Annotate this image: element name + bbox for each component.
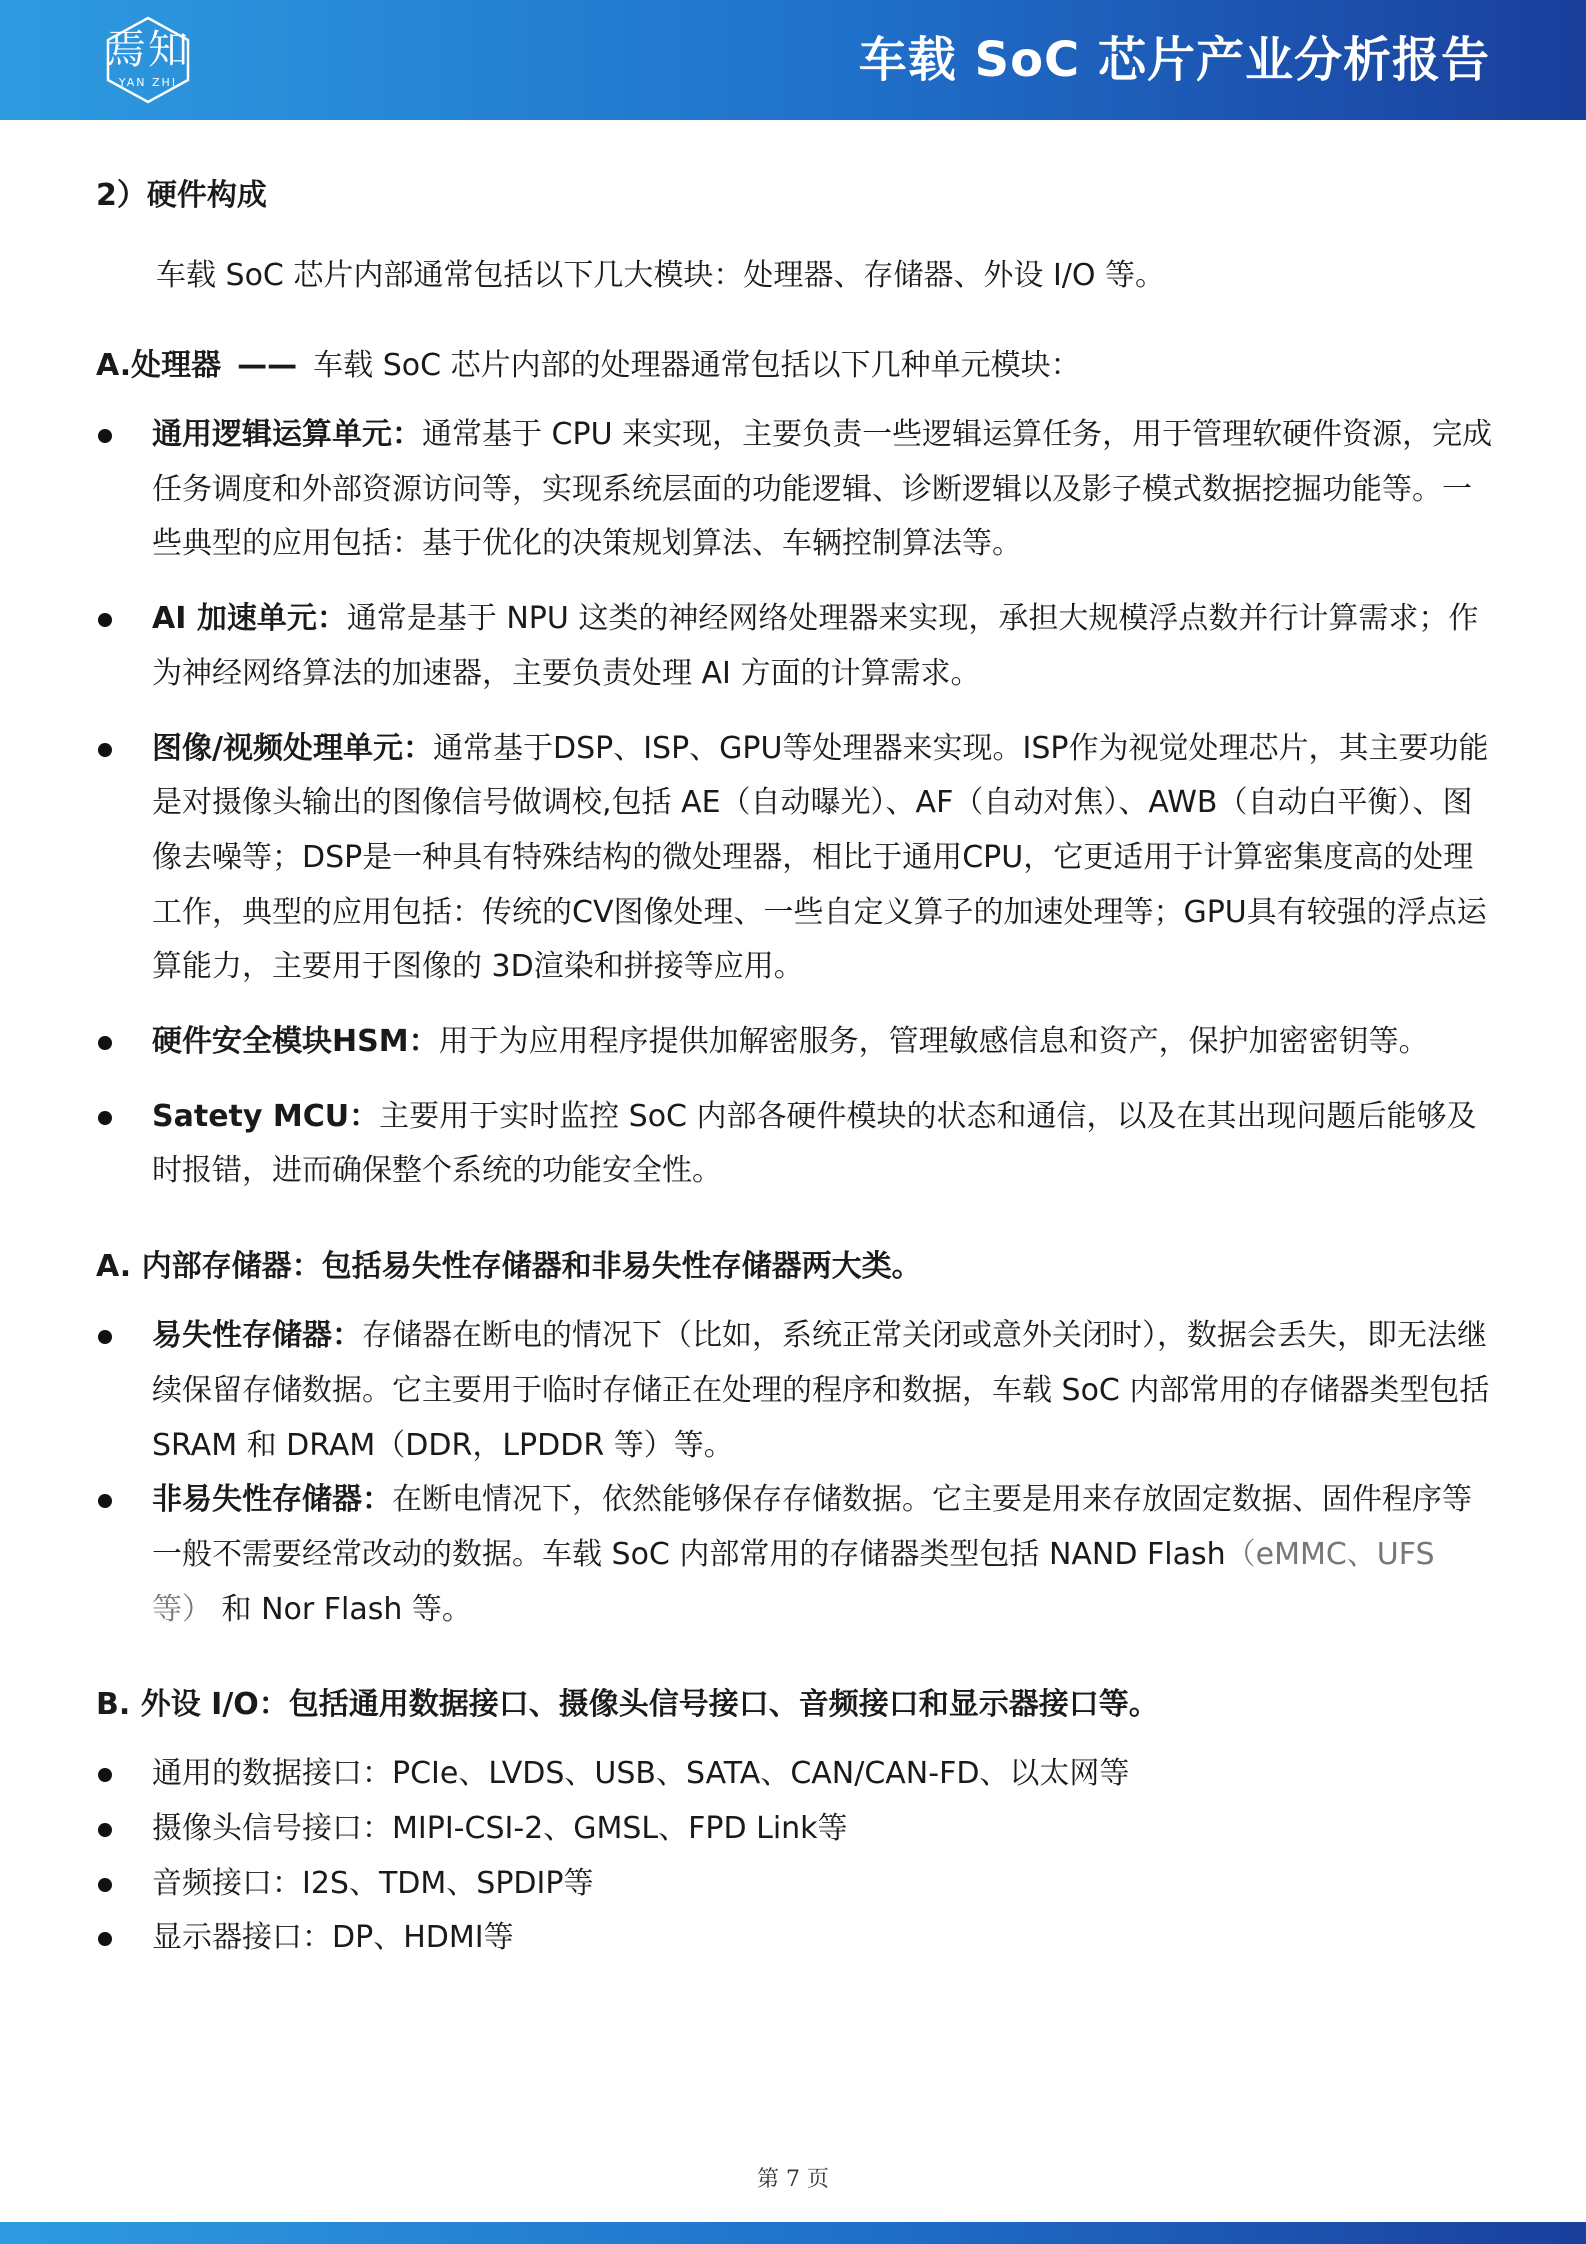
list-item — [96, 1090, 1494, 1199]
processor-list — [96, 408, 1494, 1199]
page-number: 第 7 页 — [757, 2167, 829, 2192]
item-term: 易失性存储器： — [152, 1318, 362, 1354]
bullet-icon — [98, 743, 112, 757]
item-text-tail: 和 Nor Flash 等。 — [212, 1591, 472, 1627]
bullet-icon — [98, 1878, 112, 1892]
page-header — [0, 0, 1586, 120]
item-text: 音频接口：I2S、TDM、SPDIP等 — [152, 1865, 594, 1901]
list-item — [96, 1802, 1494, 1857]
bullet-icon — [98, 1823, 112, 1837]
item-term: Satety MCU： — [152, 1098, 380, 1134]
list-item — [96, 1911, 1494, 1966]
bullet-icon — [98, 1768, 112, 1782]
list-item — [96, 1015, 1494, 1070]
bullet-icon — [98, 1036, 112, 1050]
bullet-icon — [98, 1494, 112, 1508]
item-text: 通常是基于 NPU 这类的神经网络处理器来实现，承担大规模浮点数并行计算需求；作为神经网络算法的加速器，主要负责处理 AI 方面的计算需求。 — [152, 601, 1479, 691]
processor-heading-label: A.处理器 — [96, 348, 222, 383]
bullet-icon — [98, 1932, 112, 1946]
logo-subtitle: YAN ZHI — [118, 76, 178, 89]
item-text: 显示器接口：DP、HDMI等 — [152, 1920, 514, 1956]
item-term: 非易失性存储器： — [152, 1482, 392, 1518]
section-title: 2）硬件构成 — [96, 178, 267, 213]
footer-bar — [0, 2222, 1586, 2244]
item-term: AI 加速单元： — [152, 601, 347, 637]
bullet-icon — [98, 613, 112, 627]
bullet-icon — [98, 1111, 112, 1125]
item-term: 通用逻辑运算单元： — [152, 417, 422, 452]
bullet-icon — [98, 429, 112, 443]
list-item — [96, 1473, 1494, 1637]
list-item — [96, 1857, 1494, 1912]
heading-dash: —— — [237, 348, 298, 383]
item-text: 通常基于DSP、ISP、GPU等处理器来实现。ISP作为视觉处理芯片，其主要功能是对摄像头输出的图像信号做调校,包括 AE（自动曝光）、AF（自动对焦）、AWB（自动白平衡）、图像去噪等；DSP是一种具有特殊结构的微处理器，相比于通用CPU，它更适用于计算密集度高的处理工作，典型的应用包括：传统的CV图像处理、一些自定义算子的加速处理等；GPU具有较强的浮点运算能力，主要用于图像的 3D渲染和拼接等应用。 — [152, 730, 1489, 985]
list-item — [96, 408, 1494, 572]
memory-heading: A. 内部存储器：包括易失性存储器和非易失性存储器两大类。 — [96, 1249, 922, 1285]
list-item — [96, 722, 1494, 996]
item-text: 在断电情况下，依然能够保存存储数据。它主要是用来存放固定数据、固件程序等一般不需要经常改动的数据。车载 SoC 内部常用的存储器类型包括 NAND Flash — [152, 1482, 1472, 1572]
item-text: 通常基于 CPU 来实现，主要负责一些逻辑运算任务，用于管理软硬件资源，完成任务调度和外部资源访问等，实现系统层面的功能逻辑、诊断逻辑以及影子模式数据挖掘功能等。一些典型的应用包括：基于优化的决策规划算法、车辆控制算法等。 — [152, 417, 1493, 562]
item-term: 图像/视频处理单元： — [152, 730, 433, 766]
io-list — [96, 1747, 1494, 1966]
logo-chars: 焉知 — [106, 27, 190, 73]
item-text: 主要用于实时监控 SoC 内部各硬件模块的状态和通信，以及在其出现问题后能够及时报错，进而确保整个系统的功能安全性。 — [152, 1098, 1477, 1189]
item-text: 摄像头信号接口：MIPI-CSI-2、GMSL、FPD Link等 — [152, 1811, 848, 1847]
processor-heading — [96, 344, 1494, 388]
list-item — [96, 592, 1494, 701]
section-intro: 车载 SoC 芯片内部通常包括以下几大模块：处理器、存储器、外设 I/O 等。 — [156, 258, 1166, 293]
item-text: 通用的数据接口：PCIe、LVDS、USB、SATA、CAN/CAN-FD、以太网等 — [152, 1756, 1130, 1792]
io-heading: B. 外设 I/O：包括通用数据接口、摄像头信号接口、音频接口和显示器接口等。 — [96, 1687, 1159, 1723]
list-item — [96, 1747, 1494, 1802]
processor-heading-text: 车载 SoC 芯片内部的处理器通常包括以下几种单元模块： — [313, 348, 1081, 383]
item-text-grey: （eMMC、UFS 等） — [152, 1536, 1435, 1627]
item-text: 存储器在断电的情况下（比如，系统正常关闭或意外关闭时），数据会丢失，即无法继续保留存储数据。它主要用于临时存储正在处理的程序和数据，车载 SoC 内部常用的存储器类型包括 SRAM 和 DRAM（DDR，LPDDR 等）等。 — [152, 1318, 1490, 1463]
list-item — [96, 1309, 1494, 1473]
report-title: 车载 SoC 芯片产业分析报告 — [858, 32, 1490, 88]
item-text: 用于为应用程序提供加解密服务，管理敏感信息和资产，保护加密密钥等。 — [438, 1024, 1429, 1060]
memory-list — [96, 1309, 1494, 1637]
bullet-icon — [98, 1330, 112, 1344]
item-term: 硬件安全模块HSM： — [152, 1024, 439, 1060]
page-content — [96, 150, 1494, 1966]
